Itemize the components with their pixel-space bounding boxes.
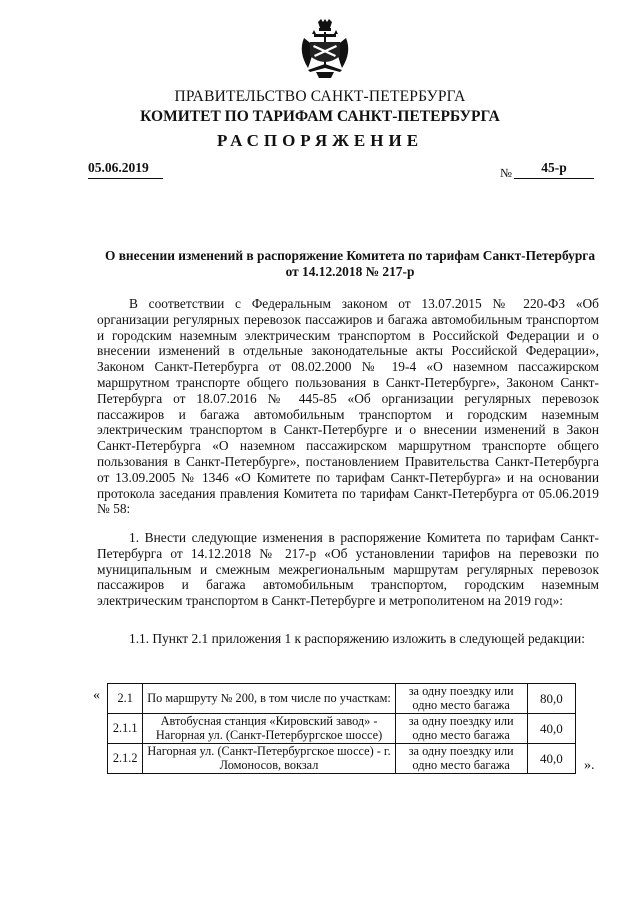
row-price: 40,0 <box>527 744 575 774</box>
table-row <box>108 714 576 744</box>
row-code: 2.1.1 <box>108 714 143 744</box>
preamble-paragraph <box>97 296 599 517</box>
item-1-1-text: 1.1. Пункт 2.1 приложения 1 к распоряжению изложить в следующей редакции: <box>129 631 585 646</box>
row-unit: за одну поездку или одно место багажа <box>395 744 527 774</box>
item-1-1-paragraph <box>97 631 599 647</box>
document-date: 05.06.2019 <box>88 160 163 179</box>
document-type: РАСПОРЯЖЕНИЕ <box>216 131 424 150</box>
table-row <box>108 744 576 774</box>
document-title: О внесении изменений в распоряжение Комитета по тарифам Санкт-Петербурга от 14.12.2018 № 217-р <box>104 248 596 279</box>
table-row <box>108 684 576 714</box>
government-name: ПРАВИТЕЛЬСТВО САНКТ-ПЕТЕРБУРГА <box>174 88 466 105</box>
row-code: 2.1 <box>108 684 143 714</box>
row-route: Нагорная ул. (Санкт-Петербургское шоссе) - г. Ломоносов, вокзал <box>143 744 395 774</box>
preamble-text: В соответствии с Федеральным законом от 13.07.2015 № 220-ФЗ «Об организации регулярных перевозок пассажиров и багажа автомобильным транспортом и городским наземным электрическим транспортом в Российской Федерации и о внесении изменений в отдельные законодательные акты Российской Федерации», Законом Санкт-Петербурга от 08.02.2000 № 19-4 «О наземном пассажирском маршрутном транспорте общего пользования в Санкт-Петербурге», Законом Санкт-Петербурга от 18.07.2016 № 445-85 «Об организации регулярных перевозок пассажиров и багажа автомобильным транспортом и городским наземным электрическим транспортом в Санкт-Петербурге и о внесении изменений в Закон Санкт-Петербурга «О наземном пассажирском маршрутном транспорте общего пользования в Санкт-Петербурге», постановлением Правительства Санкт-Петербурга от 13.09.2005 № 1346 «О Комитете по тарифам Санкт-Петербурга» и на основании протокола заседания правления Комитета по тарифам Санкт-Петербурга от 05.06.2019 № 58: <box>97 296 599 517</box>
item-1-paragraph <box>97 530 599 609</box>
row-route: По маршруту № 200, в том числе по участкам: <box>143 684 395 714</box>
row-route: Автобусная станция «Кировский завод» - Нагорная ул. (Санкт-Петербургское шоссе) <box>143 714 395 744</box>
row-unit: за одну поездку или одно место багажа <box>395 714 527 744</box>
item-1-text: 1. Внести следующие изменения в распоряжение Комитета по тарифам Санкт-Петербурга от 14.12.2018 № 217-р «Об установлении тарифов на перевозки по муниципальным и смежным межрегиональным маршрутам регулярных перевозок пассажиров и багажа автомобильным транспортом, городским наземным электрическим транспортом в Санкт-Петербурге и метрополитеном на 2019 год»: <box>97 530 599 609</box>
row-code: 2.1.2 <box>108 744 143 774</box>
row-price: 40,0 <box>527 714 575 744</box>
committee-name: КОМИТЕТ ПО ТАРИФАМ САНКТ-ПЕТЕРБУРГА <box>140 108 500 125</box>
number-label: № <box>500 166 512 180</box>
document-number: 45-р <box>514 160 594 179</box>
opening-quote: « <box>93 688 100 703</box>
saint-petersburg-coat-of-arms-icon <box>294 18 356 80</box>
tariff-table <box>107 683 576 774</box>
row-price: 80,0 <box>527 684 575 714</box>
row-unit: за одну поездку или одно место багажа <box>395 684 527 714</box>
closing-quote: ». <box>584 758 595 773</box>
